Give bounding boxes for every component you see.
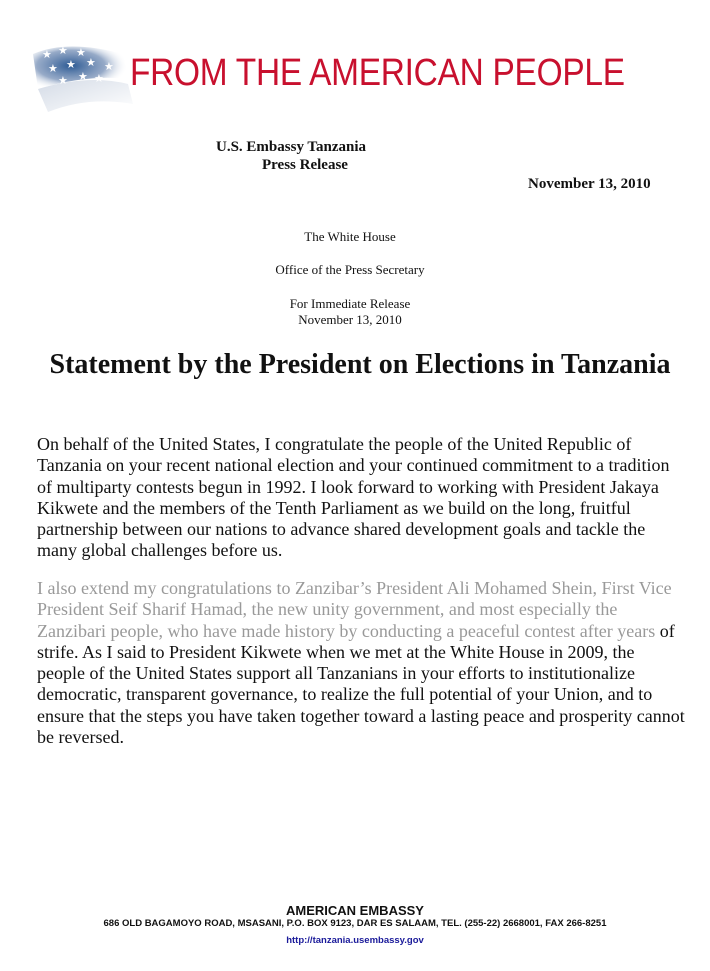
svg-text:★: ★ bbox=[48, 62, 58, 75]
footer bbox=[0, 904, 710, 948]
normal-text: of strife. As I said to President Kikwete when we met at the White House in 2009, the people of the United States support all Tanzanians in your efforts to institutionalize democratic, transparent governance, to realize the full potential of your Union, and to ensure that the steps you have taken together toward a lasting peace and prosperity cannot be reversed. bbox=[37, 620, 685, 748]
release-date: November 13, 2010 bbox=[528, 176, 651, 192]
source-department: Office of the Press Secretary bbox=[275, 262, 425, 277]
footer-title: AMERICAN EMBASSY bbox=[286, 903, 424, 918]
svg-text:★: ★ bbox=[78, 70, 88, 83]
embassy-name: U.S. Embassy Tanzania bbox=[216, 139, 367, 155]
source-release-date: November 13, 2010 bbox=[298, 312, 402, 327]
source-office: The White House bbox=[304, 229, 396, 244]
svg-text:★: ★ bbox=[58, 74, 68, 87]
banner-title: FROM THE AMERICAN PEOPLE bbox=[130, 52, 625, 94]
svg-text:★: ★ bbox=[104, 60, 114, 73]
svg-text:★: ★ bbox=[76, 46, 86, 59]
release-type: For Immediate Release bbox=[289, 296, 411, 311]
svg-text:★: ★ bbox=[66, 58, 76, 71]
svg-text:★: ★ bbox=[86, 56, 96, 69]
svg-text:★: ★ bbox=[42, 48, 52, 61]
embassy-website-link[interactable]: http://tanzania.usembassy.gov bbox=[286, 935, 424, 946]
faded-text: I also extend my congratulations to Zanzibar’s President Ali Mohamed Shein, First Vice President Seif Sharif Hamad, the new unity government, and most especially the Zanzibari people, who have made history by conducting a peaceful contest after years bbox=[37, 578, 672, 641]
svg-text:★: ★ bbox=[94, 72, 104, 85]
body-paragraph-2 bbox=[37, 578, 687, 748]
footer-address: 686 OLD BAGAMOYO ROAD, MSASANI, P.O. BOX 9123, DAR ES SALAAM, TEL. (255-22) 2668001, FAX 266-8251 bbox=[103, 918, 607, 929]
headline: Statement by the President on Elections in Tanzania bbox=[49, 349, 671, 380]
body-paragraph-1: On behalf of the United States, I congratulate the people of the United Republic of Tanzania on your recent national election and your continued commitment to a tradition of multiparty contests begun in 1992. I look forward to working with President Jakaya Kikwete and the members of the Tenth Parliament as we build on the long, fruitful partnership between our nations to advance shared development goals and tackle the many global challenges before us. bbox=[37, 434, 670, 561]
svg-text:★: ★ bbox=[58, 44, 68, 57]
document-type: Press Release bbox=[262, 157, 348, 173]
